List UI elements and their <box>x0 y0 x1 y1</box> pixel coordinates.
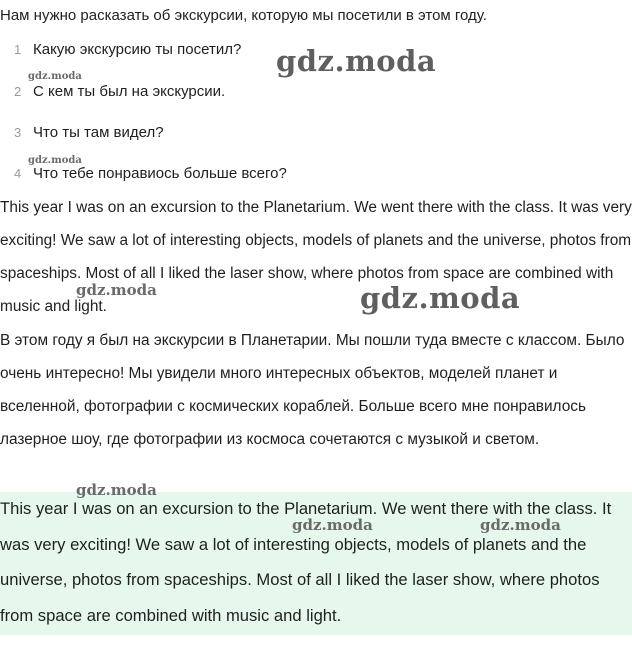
question-number: 3 <box>14 125 22 140</box>
question-number: 2 <box>14 84 22 99</box>
watermark: gdz.moda <box>480 516 561 534</box>
paragraph-russian: В этом году я был на экскурсии в Планетарии. Мы пошли туда вместе с классом. Было очень интересно! Мы увидели много интересных объектов, моделей планет и вселенной, фотографии с космических кораблей. Больше всего мне понравилось лазерное шоу, где фотографии из космоса сочетаются с музыкой и светом. <box>0 332 625 448</box>
watermark: gdz.moda <box>76 281 157 299</box>
watermark: gdz.moda <box>276 44 437 78</box>
watermark: gdz.moda <box>28 155 82 166</box>
intro-text: Нам нужно расказать об экскурсии, которую мы посетили в этом году. <box>0 7 487 24</box>
paragraph-english: This year I was on an excursion to the Planetarium. We went there with the class. It was very exciting! We saw a lot of interesting objects, models of planets and the universe, photos from spaceships. Most of all I liked the laser show, where photos from space are combined with music and light. <box>0 199 632 315</box>
watermark: gdz.moda <box>360 281 521 315</box>
watermark: gdz.moda <box>28 71 82 82</box>
question-list <box>0 0 632 200</box>
watermark: gdz.moda <box>76 481 157 499</box>
watermark: gdz.moda <box>292 516 373 534</box>
question-text: Какую экскурсию ты посетил? <box>33 41 242 58</box>
question-text: Что ты там видел? <box>33 124 164 141</box>
question-text: Что тебе понравиось больше всего? <box>33 165 287 182</box>
question-number: 4 <box>14 166 22 181</box>
answer-text: This year I was on an excursion to the Planetarium. We went there with the class. It was very exciting! We saw a lot of interesting objects, models of planets and the universe, photos from spaceships. Most of all I liked the laser show, where photos from space are combined with music and light. <box>0 499 612 625</box>
question-text: С кем ты был на экскурсии. <box>33 83 226 100</box>
question-number: 1 <box>14 42 22 57</box>
